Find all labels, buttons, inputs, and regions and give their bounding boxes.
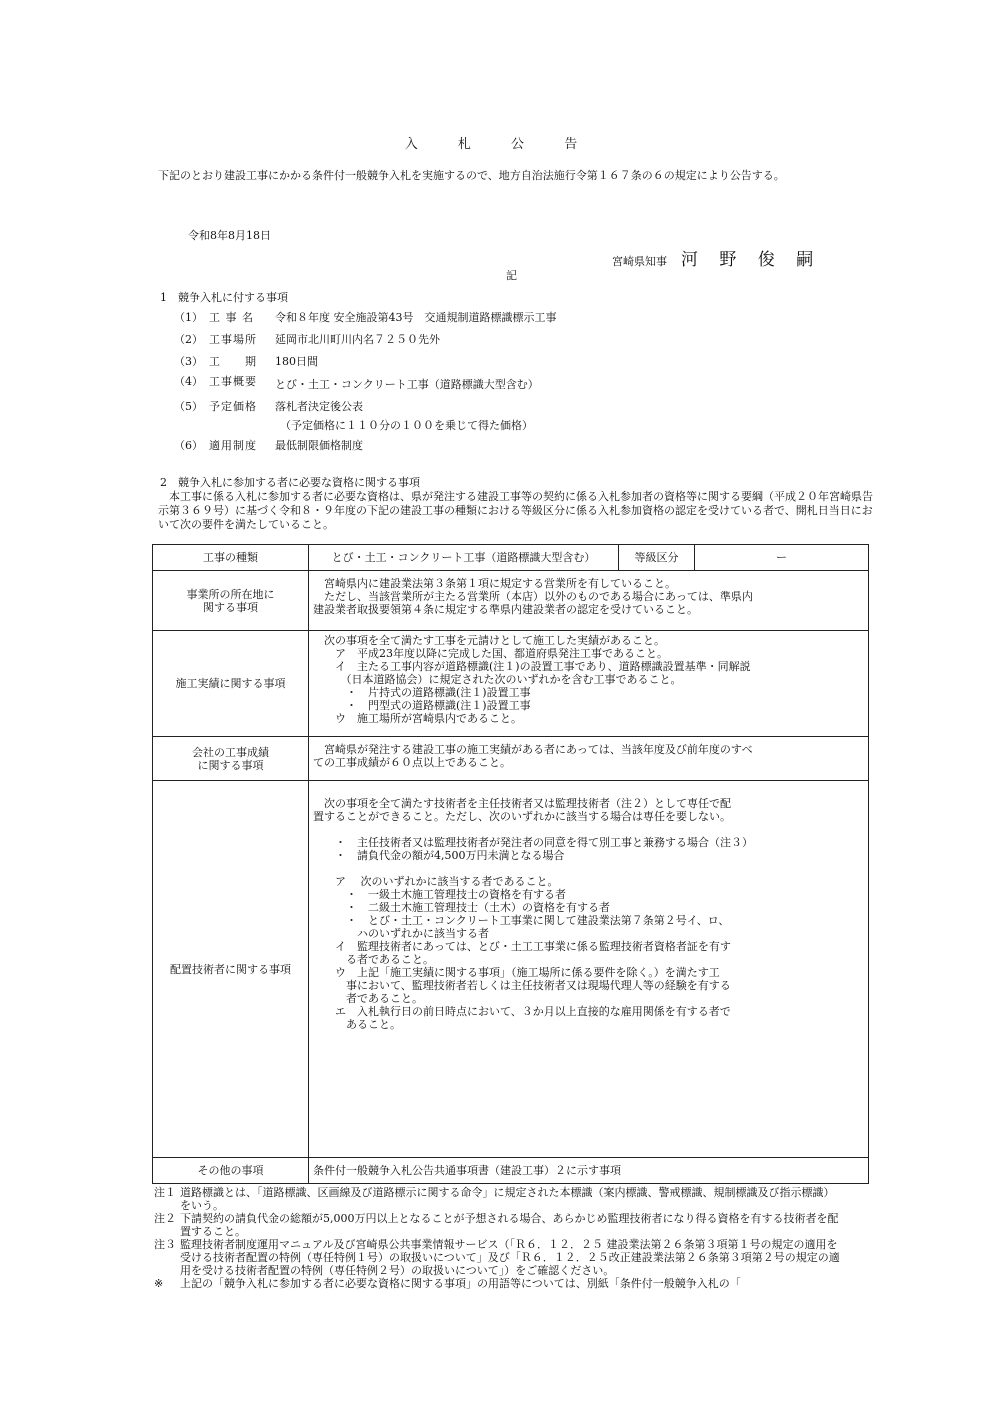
table-row [153,781,869,1158]
section2-heading: 2 競争入札に参加する者に必要な資格に関する事項 [160,476,420,489]
ki-mark: 記 [506,269,517,282]
item-num: （5） [174,400,203,413]
note-item [154,1238,844,1277]
note-item [154,1277,844,1290]
performance-content: 宮崎県が発注する建設工事の施工実績がある者にあっては、当該年度及び前年度のすべ ての工事成績が６０点以上であること。 [309,737,869,781]
other-content: 条件付一般競争入札公告共通事項書（建設工事）２に示す事項 [309,1158,869,1184]
item-num: （6） [174,439,203,452]
note-text: 上記の「競争入札に参加する者に必要な資格に関する事項」の用語等については、別紙「条件付一般競争入札の「 [180,1277,741,1290]
note-text: 監理技術者制度運用マニュアル及び宮崎県公共事業情報サービス（「Ｒ６．１２．２５ 建設業法第２６条第３項第１号の規定の適用を受ける技術者配置の特例（専任特例１号）の取扱いについて」及び「Ｒ６．１２．２５改正建設業法第２６条第３項第２号の規定の適用を受ける技術者配置の特例（専任特例２号）の取扱いについて」）をご確認ください。 [180,1238,840,1277]
issuer-name: 河 野 俊 嗣 [681,250,822,270]
item-key: 工事場所 [209,333,257,346]
table-row [153,737,869,781]
item-value: 180日間 [275,355,318,368]
note-text: 道路標識とは、「道路標識、区画線及び道路標示に関する命令」に規定された本標識（案内標識、警戒標識、規制標識及び指示標識）をいう。 [180,1186,835,1212]
item-value: 落札者決定後公表 [275,400,363,413]
table-row [153,571,869,631]
qualification-table [152,544,869,1184]
notice-date: 令和8年8月18日 [188,229,271,242]
intro-text: 下記のとおり建設工事にかかる条件付一般競争入札を実施するので、地方自治法施行令第１６７条の６の規定により公告する。 [158,169,785,182]
table-row [153,1158,869,1184]
engineer-content: 次の事項を全て満たす技術者を主任技術者又は監理技術者（注２）として専任で配 置することができること。ただし、次のいずれかに該当する場合は専任を要しない。 ・ 主任技術者又は監理技術者が発注者の同意を得て別工事と兼務する場合（注３） ・ 請負代金の額が4,500万円未満となる場合 ア 次のいずれかに該当する者であること。 ・ 一級土木施工管理技士の資格を有する者 ・ 二級土木施工管理技士（土木）の資格を有する者 ・ とび・土工・コンクリート工事業に関して建設業法第７条第２号イ、ロ、 ハのいずれかに該当する者 イ 監理技術者にあっては、とび・土工工事業に係る監理技術者資格者証を有す る者であること。 ウ 上記「施工実績に関する事項」（施工場所に係る要件を除く。）を満たす工 事において、監理技術者若しくは主任技術者又は現場代理人等の経験を有する 者であること。 エ 入札執行日の前日時点において、３か月以上直接的な雇用関係を有する者で あること。 [309,781,869,1158]
grade-value: ー [695,545,869,571]
notes [154,1186,844,1290]
item-value-note: （予定価格に１１０分の１００を乗じて得た価格） [280,419,533,432]
note-key: 注３ [154,1238,176,1251]
engineer-label: 配置技術者に関する事項 [153,781,309,1158]
note-text: 下請契約の請負代金の総額が5,000万円以上となることが予想される場合、あらかじめ監理技術者になり得る資格を有する技術者を配置すること。 [180,1212,839,1238]
item-key: 工 事 名 [209,311,254,324]
office-content: 宮崎県内に建設業法第３条第１項に規定する営業所を有していること。 ただし、当該営業所が主たる営業所（本店）以外のものである場合にあっては、準県内 建設業者取扱要領第４条に規定する準県内建設業者の認定を受けていること。 [309,571,869,631]
table-row [153,631,869,737]
item-key: 工事概要 [209,375,257,388]
note-item [154,1212,844,1238]
item-value: 令和８年度 安全施設第43号 交通規制道路標識標示工事 [275,311,557,324]
record-label: 施工実績に関する事項 [153,631,309,737]
table-row [153,545,869,571]
item-key: 適用制度 [209,439,257,452]
section2-description: 本工事に係る入札に参加する者に必要な資格は、県が発注する建設工事等の契約に係る入札参加者の資格等に関する要綱（平成２０年宮崎県告示第３６９号）に基づく令和８・９年度の下記の建設工事の種類における等級区分に係る入札参加資格の認定を受けている者で、開札日当日において次の要件を満たしていること。 [158,490,873,531]
note-key: 注１ [154,1186,176,1199]
item-num: （1） [174,311,203,324]
item-value: 最低制限価格制度 [275,439,363,452]
office-label: 事業所の所在地に 関する事項 [153,571,309,631]
grade-label: 等級区分 [619,545,695,571]
page-title: 入 札 公 告 [404,137,596,152]
record-content: 次の事項を全て満たす工事を元請けとして施工した実績があること。 ア 平成23年度以降に完成した国、都道府県発注工事であること。 イ 主たる工事内容が道路標識(注１)の設置工事であり、道路標識設置基準・同解説 （日本道路協会）に規定された次のいずれかを含む工事であること。 ・ 片持式の道路標識(注１)設置工事 ・ 門型式の道路標識(注１)設置工事 ウ 施工場所が宮崎県内であること。 [309,631,869,737]
item-key: 予定価格 [209,400,257,413]
issuer-role: 宮崎県知事 [612,255,667,268]
item-num: （3） [174,355,203,368]
note-item [154,1186,844,1212]
item-value: 延岡市北川町川内名７２５０先外 [275,333,440,346]
type-value: とび・土工・コンクリート工事（道路標識大型含む） [309,545,619,571]
note-key: 注２ [154,1212,176,1225]
section1-heading: 1 競争入札に付する事項 [160,291,288,304]
item-value: とび・土工・コンクリート工事（道路標識大型含む） [275,378,539,391]
performance-label: 会社の工事成績 に関する事項 [153,737,309,781]
item-key: 工 期 [209,355,257,368]
item-num: （2） [174,333,203,346]
other-label: その他の事項 [153,1158,309,1184]
type-label: 工事の種類 [153,545,309,571]
note-key: ※ [154,1277,164,1290]
issuer [612,245,821,270]
item-num: （4） [174,375,203,388]
